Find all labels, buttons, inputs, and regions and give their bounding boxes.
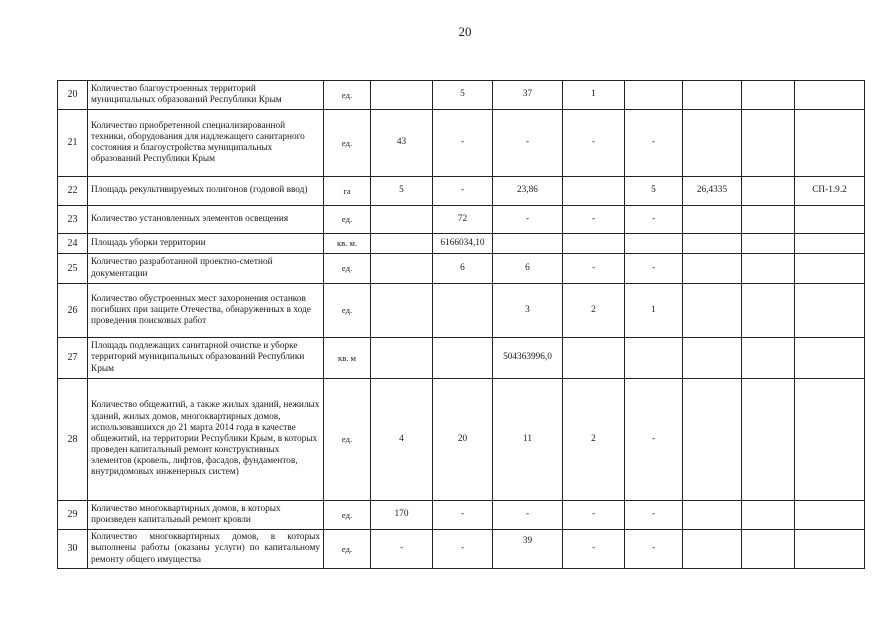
value-cell: СП-1.9.2	[795, 177, 865, 206]
value-cell	[563, 234, 625, 254]
value-cell	[433, 338, 493, 379]
value-cell	[795, 81, 865, 110]
value-cell: 39	[493, 530, 563, 569]
table-row	[58, 81, 865, 110]
unit-cell: ед.	[324, 206, 371, 234]
value-cell	[625, 338, 683, 379]
value-cell	[683, 110, 742, 177]
indicator-name: Количество многоквартирных домов, в которых произведен капитальный ремонт кровли	[88, 501, 324, 530]
row-number: 22	[58, 177, 88, 206]
indicator-name: Количество общежитий, а также жилых зданий, нежилых зданий, жилых домов, многоквартирных домов, использовавшихся до 21 марта 2014 года в качестве общежитий, на территории Республики Крым, в которых проведен капитальный ремонт конструктивных элементов (кровель, лифтов, фасадов, фундаментов, внутридомовых инженерных систем)	[88, 379, 324, 501]
unit-cell: ед.	[324, 284, 371, 338]
value-cell	[683, 379, 742, 501]
table-row	[58, 501, 865, 530]
value-cell: -	[563, 110, 625, 177]
value-cell	[683, 530, 742, 569]
value-cell: 2	[563, 284, 625, 338]
table-row	[58, 254, 865, 284]
value-cell	[742, 206, 795, 234]
value-cell: -	[563, 254, 625, 284]
indicator-name: Площадь рекультивируемых полигонов (годовой ввод)	[88, 177, 324, 206]
value-cell: -	[625, 110, 683, 177]
row-number: 21	[58, 110, 88, 177]
table-row	[58, 234, 865, 254]
table-row	[58, 379, 865, 501]
value-cell: -	[493, 501, 563, 530]
value-cell	[683, 284, 742, 338]
value-cell: 37	[493, 81, 563, 110]
indicator-name: Количество разработанной проектно-сметной документации	[88, 254, 324, 284]
page-number: 20	[458, 24, 472, 39]
row-number: 24	[58, 234, 88, 254]
value-cell: -	[625, 206, 683, 234]
row-number: 28	[58, 379, 88, 501]
value-cell: -	[563, 530, 625, 569]
value-cell: -	[563, 206, 625, 234]
value-cell	[742, 338, 795, 379]
table-row	[58, 206, 865, 234]
value-cell	[683, 206, 742, 234]
indicator-name: Площадь уборки территории	[88, 234, 324, 254]
value-cell	[371, 254, 433, 284]
value-cell	[795, 379, 865, 501]
value-cell: 1	[563, 81, 625, 110]
value-cell	[371, 234, 433, 254]
value-cell: -	[371, 530, 433, 569]
value-cell	[371, 206, 433, 234]
unit-cell: ед.	[324, 81, 371, 110]
table-row	[58, 530, 865, 569]
row-number: 25	[58, 254, 88, 284]
indicator-name: Количество установленных элементов освещения	[88, 206, 324, 234]
value-cell	[795, 530, 865, 569]
value-cell: 6	[433, 254, 493, 284]
value-cell	[795, 234, 865, 254]
value-cell: 6	[493, 254, 563, 284]
value-cell: -	[433, 177, 493, 206]
value-cell: 2	[563, 379, 625, 501]
value-cell: -	[493, 206, 563, 234]
value-cell	[742, 379, 795, 501]
value-cell: -	[625, 530, 683, 569]
row-number: 27	[58, 338, 88, 379]
unit-cell: ед.	[324, 501, 371, 530]
unit-cell: ед.	[324, 379, 371, 501]
value-cell: -	[563, 501, 625, 530]
value-cell	[742, 284, 795, 338]
value-cell: 3	[493, 284, 563, 338]
value-cell: -	[433, 110, 493, 177]
value-cell	[742, 234, 795, 254]
row-number: 29	[58, 501, 88, 530]
value-cell: 1	[625, 284, 683, 338]
indicator-name: Количество приобретенной специализированной техники, оборудования для надлежащего санитарного состояния и благоустройства муниципальных образований Республики Крым	[88, 110, 324, 177]
row-number: 30	[58, 530, 88, 569]
value-cell	[683, 234, 742, 254]
value-cell: 5	[371, 177, 433, 206]
value-cell	[371, 284, 433, 338]
value-cell: -	[493, 110, 563, 177]
value-cell	[742, 177, 795, 206]
indicator-name: Количество многоквартирных домов, в которых выполнены работы (оказаны услуги) по капитальному ремонту общего имущества	[88, 530, 324, 569]
value-cell	[625, 234, 683, 254]
value-cell	[742, 110, 795, 177]
value-cell	[563, 177, 625, 206]
value-cell: 5	[625, 177, 683, 206]
indicator-name: Площадь подлежащих санитарной очистке и уборке территорий муниципальных образований Республики Крым	[88, 338, 324, 379]
value-cell: 43	[371, 110, 433, 177]
value-cell: -	[433, 501, 493, 530]
table-row	[58, 284, 865, 338]
value-cell	[371, 338, 433, 379]
value-cell: 23,86	[493, 177, 563, 206]
indicators-table	[57, 80, 865, 569]
unit-cell: кв. м	[324, 338, 371, 379]
value-cell	[742, 501, 795, 530]
value-cell	[795, 284, 865, 338]
value-cell: 4	[371, 379, 433, 501]
indicator-name: Количество благоустроенных территорий муниципальных образований Республики Крым	[88, 81, 324, 110]
unit-cell: га	[324, 177, 371, 206]
value-cell	[683, 81, 742, 110]
unit-cell: ед.	[324, 110, 371, 177]
value-cell	[742, 81, 795, 110]
value-cell: -	[433, 530, 493, 569]
value-cell	[795, 206, 865, 234]
table-row	[58, 338, 865, 379]
value-cell	[795, 501, 865, 530]
row-number: 23	[58, 206, 88, 234]
unit-cell: кв. м.	[324, 234, 371, 254]
value-cell	[795, 110, 865, 177]
row-number: 20	[58, 81, 88, 110]
value-cell: 11	[493, 379, 563, 501]
value-cell	[493, 234, 563, 254]
value-cell	[683, 501, 742, 530]
unit-cell: ед.	[324, 254, 371, 284]
value-cell	[433, 284, 493, 338]
value-cell	[683, 338, 742, 379]
value-cell: 6166034,10	[433, 234, 493, 254]
value-cell: -	[625, 501, 683, 530]
value-cell: 5	[433, 81, 493, 110]
unit-cell: ед.	[324, 530, 371, 569]
value-cell	[371, 81, 433, 110]
value-cell	[625, 81, 683, 110]
value-cell	[795, 254, 865, 284]
value-cell	[683, 254, 742, 284]
row-number: 26	[58, 284, 88, 338]
indicator-name: Количество обустроенных мест захоронения останков погибших при защите Отечества, обнаруженных в ходе проведения поисковых работ	[88, 284, 324, 338]
value-cell	[795, 338, 865, 379]
value-cell: -	[625, 254, 683, 284]
table-row	[58, 110, 865, 177]
value-cell: 26,4335	[683, 177, 742, 206]
value-cell	[742, 254, 795, 284]
value-cell: 170	[371, 501, 433, 530]
table-row	[58, 177, 865, 206]
value-cell: 20	[433, 379, 493, 501]
value-cell: 72	[433, 206, 493, 234]
value-cell: 504363996,0	[493, 338, 563, 379]
value-cell	[563, 338, 625, 379]
value-cell	[742, 530, 795, 569]
value-cell: -	[625, 379, 683, 501]
